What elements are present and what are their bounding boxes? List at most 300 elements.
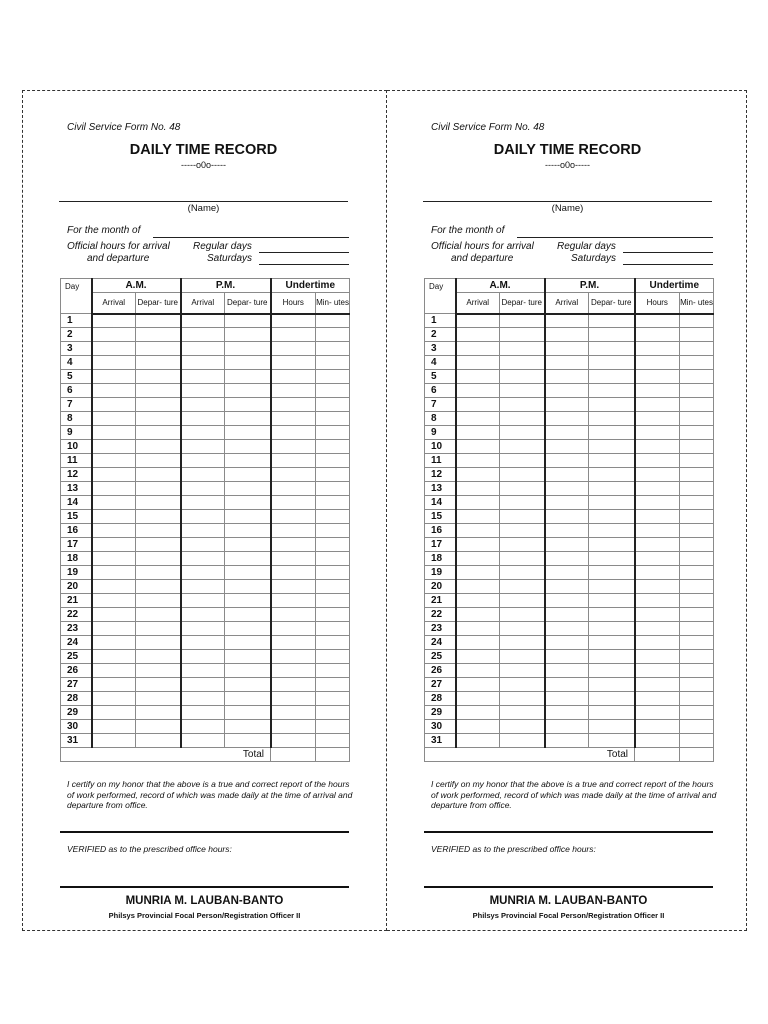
- pm-departure-cell[interactable]: [589, 510, 635, 524]
- pm-arrival-cell[interactable]: [545, 566, 589, 580]
- pm-departure-cell[interactable]: [225, 412, 271, 426]
- pm-departure-cell[interactable]: [225, 636, 271, 650]
- am-departure-cell[interactable]: [500, 342, 545, 356]
- pm-departure-cell[interactable]: [225, 580, 271, 594]
- pm-departure-cell[interactable]: [589, 342, 635, 356]
- pm-departure-cell[interactable]: [225, 524, 271, 538]
- pm-departure-cell[interactable]: [589, 468, 635, 482]
- am-departure-cell[interactable]: [500, 426, 545, 440]
- pm-arrival-cell[interactable]: [545, 482, 589, 496]
- am-arrival-cell[interactable]: [456, 510, 500, 524]
- am-departure-cell[interactable]: [136, 608, 181, 622]
- pm-arrival-cell[interactable]: [545, 440, 589, 454]
- undertime-hours-cell[interactable]: [271, 412, 316, 426]
- am-departure-cell[interactable]: [500, 538, 545, 552]
- undertime-minutes-cell[interactable]: [316, 538, 350, 552]
- am-departure-cell[interactable]: [136, 370, 181, 384]
- undertime-minutes-cell[interactable]: [316, 580, 350, 594]
- am-arrival-cell[interactable]: [456, 314, 500, 328]
- saturdays-line[interactable]: [623, 264, 713, 265]
- undertime-minutes-cell[interactable]: [316, 566, 350, 580]
- pm-departure-cell[interactable]: [225, 538, 271, 552]
- pm-arrival-cell[interactable]: [181, 734, 225, 748]
- pm-arrival-cell[interactable]: [181, 468, 225, 482]
- undertime-hours-cell[interactable]: [271, 496, 316, 510]
- pm-arrival-cell[interactable]: [545, 496, 589, 510]
- undertime-hours-cell[interactable]: [271, 482, 316, 496]
- undertime-hours-cell[interactable]: [271, 664, 316, 678]
- undertime-minutes-cell[interactable]: [680, 510, 714, 524]
- total-minutes-cell[interactable]: [680, 748, 714, 762]
- pm-departure-cell[interactable]: [225, 468, 271, 482]
- undertime-hours-cell[interactable]: [271, 370, 316, 384]
- undertime-hours-cell[interactable]: [635, 398, 680, 412]
- am-departure-cell[interactable]: [136, 552, 181, 566]
- undertime-minutes-cell[interactable]: [316, 328, 350, 342]
- undertime-hours-cell[interactable]: [635, 426, 680, 440]
- undertime-hours-cell[interactable]: [635, 412, 680, 426]
- undertime-hours-cell[interactable]: [271, 622, 316, 636]
- am-arrival-cell[interactable]: [456, 412, 500, 426]
- pm-arrival-cell[interactable]: [181, 650, 225, 664]
- am-departure-cell[interactable]: [500, 398, 545, 412]
- undertime-hours-cell[interactable]: [635, 594, 680, 608]
- undertime-hours-cell[interactable]: [271, 454, 316, 468]
- pm-departure-cell[interactable]: [589, 552, 635, 566]
- am-arrival-cell[interactable]: [92, 706, 136, 720]
- pm-arrival-cell[interactable]: [545, 426, 589, 440]
- undertime-hours-cell[interactable]: [271, 328, 316, 342]
- am-arrival-cell[interactable]: [456, 594, 500, 608]
- pm-arrival-cell[interactable]: [545, 580, 589, 594]
- supervisor-signature-line[interactable]: [60, 886, 349, 888]
- undertime-minutes-cell[interactable]: [680, 720, 714, 734]
- pm-departure-cell[interactable]: [225, 314, 271, 328]
- undertime-hours-cell[interactable]: [635, 622, 680, 636]
- undertime-minutes-cell[interactable]: [316, 622, 350, 636]
- undertime-hours-cell[interactable]: [271, 468, 316, 482]
- am-departure-cell[interactable]: [500, 524, 545, 538]
- name-line[interactable]: [423, 201, 712, 202]
- am-departure-cell[interactable]: [500, 734, 545, 748]
- pm-arrival-cell[interactable]: [545, 314, 589, 328]
- am-departure-cell[interactable]: [500, 482, 545, 496]
- undertime-hours-cell[interactable]: [271, 734, 316, 748]
- am-arrival-cell[interactable]: [456, 608, 500, 622]
- am-arrival-cell[interactable]: [456, 524, 500, 538]
- pm-departure-cell[interactable]: [589, 566, 635, 580]
- am-departure-cell[interactable]: [136, 356, 181, 370]
- undertime-minutes-cell[interactable]: [680, 370, 714, 384]
- undertime-hours-cell[interactable]: [635, 440, 680, 454]
- pm-arrival-cell[interactable]: [181, 314, 225, 328]
- am-departure-cell[interactable]: [500, 566, 545, 580]
- pm-arrival-cell[interactable]: [545, 342, 589, 356]
- undertime-hours-cell[interactable]: [271, 398, 316, 412]
- pm-departure-cell[interactable]: [225, 440, 271, 454]
- pm-departure-cell[interactable]: [589, 664, 635, 678]
- am-departure-cell[interactable]: [136, 678, 181, 692]
- undertime-minutes-cell[interactable]: [680, 314, 714, 328]
- undertime-minutes-cell[interactable]: [316, 342, 350, 356]
- am-arrival-cell[interactable]: [92, 496, 136, 510]
- undertime-hours-cell[interactable]: [271, 440, 316, 454]
- am-arrival-cell[interactable]: [456, 356, 500, 370]
- undertime-hours-cell[interactable]: [271, 678, 316, 692]
- am-arrival-cell[interactable]: [92, 552, 136, 566]
- pm-departure-cell[interactable]: [225, 342, 271, 356]
- am-arrival-cell[interactable]: [456, 454, 500, 468]
- undertime-hours-cell[interactable]: [271, 692, 316, 706]
- undertime-hours-cell[interactable]: [635, 482, 680, 496]
- am-arrival-cell[interactable]: [456, 706, 500, 720]
- pm-arrival-cell[interactable]: [545, 650, 589, 664]
- am-departure-cell[interactable]: [500, 580, 545, 594]
- am-arrival-cell[interactable]: [92, 636, 136, 650]
- undertime-minutes-cell[interactable]: [680, 328, 714, 342]
- pm-departure-cell[interactable]: [589, 426, 635, 440]
- pm-arrival-cell[interactable]: [181, 552, 225, 566]
- am-arrival-cell[interactable]: [92, 622, 136, 636]
- undertime-minutes-cell[interactable]: [680, 678, 714, 692]
- pm-departure-cell[interactable]: [225, 496, 271, 510]
- am-arrival-cell[interactable]: [456, 342, 500, 356]
- pm-departure-cell[interactable]: [225, 398, 271, 412]
- am-departure-cell[interactable]: [136, 510, 181, 524]
- am-arrival-cell[interactable]: [92, 314, 136, 328]
- pm-arrival-cell[interactable]: [545, 538, 589, 552]
- am-departure-cell[interactable]: [500, 454, 545, 468]
- pm-arrival-cell[interactable]: [545, 454, 589, 468]
- am-arrival-cell[interactable]: [92, 734, 136, 748]
- am-arrival-cell[interactable]: [92, 524, 136, 538]
- am-arrival-cell[interactable]: [92, 426, 136, 440]
- am-departure-cell[interactable]: [500, 356, 545, 370]
- am-departure-cell[interactable]: [500, 552, 545, 566]
- pm-arrival-cell[interactable]: [545, 734, 589, 748]
- pm-arrival-cell[interactable]: [545, 510, 589, 524]
- undertime-minutes-cell[interactable]: [316, 370, 350, 384]
- am-arrival-cell[interactable]: [456, 468, 500, 482]
- total-minutes-cell[interactable]: [316, 748, 350, 762]
- undertime-minutes-cell[interactable]: [680, 440, 714, 454]
- pm-departure-cell[interactable]: [589, 384, 635, 398]
- undertime-minutes-cell[interactable]: [316, 468, 350, 482]
- pm-arrival-cell[interactable]: [545, 412, 589, 426]
- undertime-minutes-cell[interactable]: [316, 720, 350, 734]
- undertime-minutes-cell[interactable]: [316, 650, 350, 664]
- pm-departure-cell[interactable]: [225, 734, 271, 748]
- undertime-hours-cell[interactable]: [635, 496, 680, 510]
- am-arrival-cell[interactable]: [92, 678, 136, 692]
- undertime-hours-cell[interactable]: [635, 552, 680, 566]
- pm-departure-cell[interactable]: [589, 440, 635, 454]
- pm-departure-cell[interactable]: [589, 370, 635, 384]
- pm-arrival-cell[interactable]: [545, 552, 589, 566]
- pm-arrival-cell[interactable]: [545, 720, 589, 734]
- undertime-hours-cell[interactable]: [271, 342, 316, 356]
- am-departure-cell[interactable]: [500, 510, 545, 524]
- pm-arrival-cell[interactable]: [545, 706, 589, 720]
- undertime-hours-cell[interactable]: [271, 314, 316, 328]
- am-departure-cell[interactable]: [500, 440, 545, 454]
- am-departure-cell[interactable]: [136, 538, 181, 552]
- total-hours-cell[interactable]: [271, 748, 316, 762]
- pm-arrival-cell[interactable]: [181, 384, 225, 398]
- pm-departure-cell[interactable]: [225, 370, 271, 384]
- pm-departure-cell[interactable]: [589, 734, 635, 748]
- pm-arrival-cell[interactable]: [181, 608, 225, 622]
- am-arrival-cell[interactable]: [456, 384, 500, 398]
- undertime-minutes-cell[interactable]: [680, 664, 714, 678]
- pm-departure-cell[interactable]: [225, 510, 271, 524]
- pm-departure-cell[interactable]: [225, 692, 271, 706]
- undertime-minutes-cell[interactable]: [680, 342, 714, 356]
- undertime-hours-cell[interactable]: [635, 454, 680, 468]
- am-arrival-cell[interactable]: [92, 720, 136, 734]
- am-departure-cell[interactable]: [136, 398, 181, 412]
- undertime-hours-cell[interactable]: [271, 650, 316, 664]
- pm-arrival-cell[interactable]: [181, 678, 225, 692]
- pm-departure-cell[interactable]: [589, 328, 635, 342]
- pm-departure-cell[interactable]: [225, 706, 271, 720]
- undertime-minutes-cell[interactable]: [680, 566, 714, 580]
- pm-departure-cell[interactable]: [225, 678, 271, 692]
- am-arrival-cell[interactable]: [92, 370, 136, 384]
- undertime-hours-cell[interactable]: [635, 342, 680, 356]
- am-departure-cell[interactable]: [136, 692, 181, 706]
- undertime-minutes-cell[interactable]: [680, 622, 714, 636]
- am-departure-cell[interactable]: [500, 412, 545, 426]
- undertime-hours-cell[interactable]: [271, 524, 316, 538]
- am-departure-cell[interactable]: [500, 384, 545, 398]
- am-departure-cell[interactable]: [136, 328, 181, 342]
- undertime-minutes-cell[interactable]: [316, 608, 350, 622]
- undertime-minutes-cell[interactable]: [680, 496, 714, 510]
- undertime-hours-cell[interactable]: [635, 356, 680, 370]
- pm-arrival-cell[interactable]: [181, 524, 225, 538]
- pm-departure-cell[interactable]: [589, 720, 635, 734]
- am-departure-cell[interactable]: [500, 314, 545, 328]
- am-departure-cell[interactable]: [136, 314, 181, 328]
- undertime-minutes-cell[interactable]: [680, 594, 714, 608]
- undertime-hours-cell[interactable]: [635, 608, 680, 622]
- am-arrival-cell[interactable]: [92, 356, 136, 370]
- undertime-minutes-cell[interactable]: [680, 734, 714, 748]
- pm-arrival-cell[interactable]: [181, 412, 225, 426]
- undertime-minutes-cell[interactable]: [680, 426, 714, 440]
- am-arrival-cell[interactable]: [92, 328, 136, 342]
- am-departure-cell[interactable]: [500, 678, 545, 692]
- pm-arrival-cell[interactable]: [181, 720, 225, 734]
- pm-arrival-cell[interactable]: [181, 482, 225, 496]
- am-departure-cell[interactable]: [136, 566, 181, 580]
- undertime-minutes-cell[interactable]: [316, 440, 350, 454]
- undertime-hours-cell[interactable]: [635, 692, 680, 706]
- pm-departure-cell[interactable]: [225, 566, 271, 580]
- pm-departure-cell[interactable]: [589, 398, 635, 412]
- pm-arrival-cell[interactable]: [545, 356, 589, 370]
- am-departure-cell[interactable]: [500, 608, 545, 622]
- pm-arrival-cell[interactable]: [545, 468, 589, 482]
- am-arrival-cell[interactable]: [456, 552, 500, 566]
- undertime-minutes-cell[interactable]: [680, 398, 714, 412]
- pm-departure-cell[interactable]: [589, 706, 635, 720]
- undertime-hours-cell[interactable]: [271, 608, 316, 622]
- total-hours-cell[interactable]: [635, 748, 680, 762]
- am-departure-cell[interactable]: [500, 496, 545, 510]
- pm-departure-cell[interactable]: [589, 622, 635, 636]
- am-departure-cell[interactable]: [500, 328, 545, 342]
- am-arrival-cell[interactable]: [92, 342, 136, 356]
- pm-arrival-cell[interactable]: [545, 608, 589, 622]
- undertime-minutes-cell[interactable]: [680, 454, 714, 468]
- undertime-minutes-cell[interactable]: [680, 692, 714, 706]
- undertime-minutes-cell[interactable]: [316, 706, 350, 720]
- pm-arrival-cell[interactable]: [181, 398, 225, 412]
- pm-arrival-cell[interactable]: [545, 384, 589, 398]
- pm-arrival-cell[interactable]: [545, 398, 589, 412]
- pm-arrival-cell[interactable]: [181, 370, 225, 384]
- undertime-hours-cell[interactable]: [271, 594, 316, 608]
- am-arrival-cell[interactable]: [456, 398, 500, 412]
- am-departure-cell[interactable]: [136, 454, 181, 468]
- am-arrival-cell[interactable]: [92, 580, 136, 594]
- undertime-hours-cell[interactable]: [271, 384, 316, 398]
- am-departure-cell[interactable]: [136, 468, 181, 482]
- undertime-hours-cell[interactable]: [635, 580, 680, 594]
- pm-departure-cell[interactable]: [589, 692, 635, 706]
- am-departure-cell[interactable]: [136, 412, 181, 426]
- undertime-hours-cell[interactable]: [271, 706, 316, 720]
- pm-departure-cell[interactable]: [589, 608, 635, 622]
- am-departure-cell[interactable]: [136, 426, 181, 440]
- pm-arrival-cell[interactable]: [181, 622, 225, 636]
- am-arrival-cell[interactable]: [92, 692, 136, 706]
- pm-departure-cell[interactable]: [589, 356, 635, 370]
- am-departure-cell[interactable]: [136, 594, 181, 608]
- am-arrival-cell[interactable]: [92, 650, 136, 664]
- undertime-hours-cell[interactable]: [635, 636, 680, 650]
- am-arrival-cell[interactable]: [456, 692, 500, 706]
- undertime-minutes-cell[interactable]: [316, 398, 350, 412]
- undertime-hours-cell[interactable]: [635, 664, 680, 678]
- am-departure-cell[interactable]: [500, 594, 545, 608]
- pm-departure-cell[interactable]: [589, 482, 635, 496]
- am-arrival-cell[interactable]: [456, 482, 500, 496]
- pm-departure-cell[interactable]: [589, 538, 635, 552]
- undertime-minutes-cell[interactable]: [316, 664, 350, 678]
- undertime-hours-cell[interactable]: [271, 636, 316, 650]
- undertime-hours-cell[interactable]: [271, 538, 316, 552]
- pm-arrival-cell[interactable]: [545, 524, 589, 538]
- am-departure-cell[interactable]: [136, 524, 181, 538]
- undertime-minutes-cell[interactable]: [680, 356, 714, 370]
- am-arrival-cell[interactable]: [456, 566, 500, 580]
- am-departure-cell[interactable]: [500, 706, 545, 720]
- undertime-minutes-cell[interactable]: [316, 496, 350, 510]
- pm-arrival-cell[interactable]: [181, 664, 225, 678]
- pm-departure-cell[interactable]: [225, 552, 271, 566]
- am-arrival-cell[interactable]: [456, 650, 500, 664]
- pm-departure-cell[interactable]: [589, 496, 635, 510]
- pm-arrival-cell[interactable]: [181, 692, 225, 706]
- pm-arrival-cell[interactable]: [545, 636, 589, 650]
- pm-departure-cell[interactable]: [225, 720, 271, 734]
- undertime-hours-cell[interactable]: [635, 370, 680, 384]
- undertime-minutes-cell[interactable]: [316, 734, 350, 748]
- undertime-hours-cell[interactable]: [635, 328, 680, 342]
- undertime-hours-cell[interactable]: [635, 384, 680, 398]
- month-line[interactable]: [153, 237, 349, 238]
- am-arrival-cell[interactable]: [456, 622, 500, 636]
- undertime-hours-cell[interactable]: [635, 510, 680, 524]
- am-arrival-cell[interactable]: [92, 384, 136, 398]
- undertime-hours-cell[interactable]: [271, 426, 316, 440]
- supervisor-signature-line[interactable]: [424, 886, 713, 888]
- undertime-hours-cell[interactable]: [635, 720, 680, 734]
- am-arrival-cell[interactable]: [456, 580, 500, 594]
- pm-departure-cell[interactable]: [225, 454, 271, 468]
- pm-departure-cell[interactable]: [225, 328, 271, 342]
- undertime-minutes-cell[interactable]: [316, 356, 350, 370]
- pm-arrival-cell[interactable]: [181, 580, 225, 594]
- am-arrival-cell[interactable]: [92, 566, 136, 580]
- pm-arrival-cell[interactable]: [181, 440, 225, 454]
- am-arrival-cell[interactable]: [92, 398, 136, 412]
- undertime-minutes-cell[interactable]: [316, 636, 350, 650]
- undertime-hours-cell[interactable]: [635, 734, 680, 748]
- am-departure-cell[interactable]: [500, 468, 545, 482]
- undertime-minutes-cell[interactable]: [316, 510, 350, 524]
- am-departure-cell[interactable]: [500, 720, 545, 734]
- pm-departure-cell[interactable]: [225, 384, 271, 398]
- undertime-hours-cell[interactable]: [635, 468, 680, 482]
- undertime-hours-cell[interactable]: [271, 552, 316, 566]
- undertime-hours-cell[interactable]: [271, 580, 316, 594]
- am-departure-cell[interactable]: [136, 734, 181, 748]
- pm-departure-cell[interactable]: [589, 650, 635, 664]
- pm-departure-cell[interactable]: [589, 594, 635, 608]
- pm-departure-cell[interactable]: [589, 678, 635, 692]
- pm-arrival-cell[interactable]: [181, 356, 225, 370]
- undertime-minutes-cell[interactable]: [680, 650, 714, 664]
- pm-departure-cell[interactable]: [225, 482, 271, 496]
- pm-departure-cell[interactable]: [589, 314, 635, 328]
- am-arrival-cell[interactable]: [92, 510, 136, 524]
- pm-arrival-cell[interactable]: [181, 594, 225, 608]
- pm-arrival-cell[interactable]: [181, 510, 225, 524]
- undertime-hours-cell[interactable]: [635, 706, 680, 720]
- am-arrival-cell[interactable]: [92, 468, 136, 482]
- am-arrival-cell[interactable]: [92, 482, 136, 496]
- pm-arrival-cell[interactable]: [181, 426, 225, 440]
- am-departure-cell[interactable]: [136, 384, 181, 398]
- am-arrival-cell[interactable]: [456, 538, 500, 552]
- pm-departure-cell[interactable]: [225, 622, 271, 636]
- undertime-minutes-cell[interactable]: [316, 524, 350, 538]
- undertime-minutes-cell[interactable]: [316, 482, 350, 496]
- pm-arrival-cell[interactable]: [545, 370, 589, 384]
- undertime-hours-cell[interactable]: [271, 356, 316, 370]
- am-arrival-cell[interactable]: [456, 328, 500, 342]
- am-arrival-cell[interactable]: [456, 734, 500, 748]
- am-arrival-cell[interactable]: [92, 608, 136, 622]
- am-departure-cell[interactable]: [136, 706, 181, 720]
- am-arrival-cell[interactable]: [92, 440, 136, 454]
- am-departure-cell[interactable]: [500, 650, 545, 664]
- pm-arrival-cell[interactable]: [545, 622, 589, 636]
